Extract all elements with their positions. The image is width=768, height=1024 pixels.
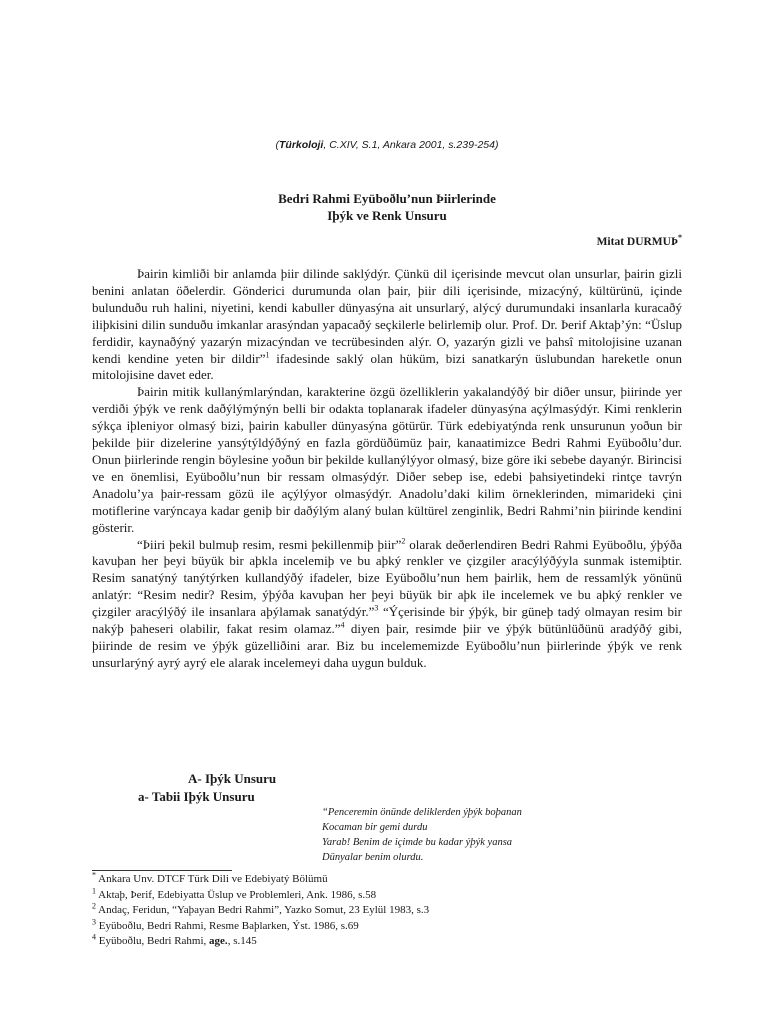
footnote-text: Ankara Unv. DTCF Türk Dili ve Edebiyatý Bölümü xyxy=(96,873,328,885)
footnotes xyxy=(92,872,429,950)
paragraph-3-text-c: “Ýçerisinde bir ýþýk, bir güneþ tadý olmayan resim bir nakýþ þaheseri olabilir, fakat resim olamaz.” xyxy=(92,604,682,637)
citation-details: , C.XIV, S.1, Ankara 2001, s.239-254) xyxy=(323,139,499,151)
article-title xyxy=(92,190,682,224)
footnote-ref-2: 2 xyxy=(401,536,406,546)
footnote-mark: 1 xyxy=(92,885,96,895)
author-name xyxy=(596,233,682,248)
author-text: Mitat DURMUÞ xyxy=(596,236,678,248)
footnote-text: Eyüboðlu, Bedri Rahmi, Resme Baþlarken, Ýst. 1986, s.69 xyxy=(96,919,359,932)
footnote-mark: * xyxy=(92,870,96,880)
footnote xyxy=(92,872,429,888)
paragraph-3 xyxy=(92,537,682,672)
poem-line: Yarab! Benim de içimde bu kadar ýþýk yansa xyxy=(322,837,513,848)
poem-line: Kocaman bir gemi durdu xyxy=(322,822,428,833)
footnote xyxy=(92,885,429,904)
paragraph-3-text-d: diyen þair, resimde þiir ve ýþýk bütünlüðünü aradýðý gibi, þiirinde de resim ve ýþýk güzelliðini arar. Biz bu incelememizde Eyüboðlu’nun þiirlerinde ýþýk ve renk unsurlarýný ayrý ayrý ele alarak incelemeyi daha uygun bulduk. xyxy=(92,621,682,670)
poem-line: “Penceremin önünde deliklerden ýþýk boþanan xyxy=(322,807,522,818)
article-body xyxy=(92,266,682,672)
footnote-text: Andaç, Feridun, “Yaþayan Bedri Rahmi”, Yazko Somut, 23 Eylül 1983, s.3 xyxy=(96,904,430,916)
footnote-mark: 4 xyxy=(92,932,96,942)
author-footnote-mark: * xyxy=(678,233,682,243)
footnote-mark: 2 xyxy=(92,901,96,911)
footnote-text-end: , s.145 xyxy=(227,935,257,947)
journal-name: Türkoloji xyxy=(279,139,324,151)
footnote-divider xyxy=(92,870,232,871)
source-citation: (Türkoloji, C.XIV, S.1, Ankara 2001, s.239-254) xyxy=(275,139,499,151)
footnote xyxy=(92,903,429,919)
paragraph-1-text-b: ifadesinde saklý olan hüküm, bizi sanatkarýn üslubundan hareketle onun mitolojisine davet eder. xyxy=(92,350,683,383)
footnote-ref-3: 3 xyxy=(374,603,379,613)
footnote-text: Eyüboðlu, Bedri Rahmi, xyxy=(96,935,210,947)
paragraph-3-text-b: olarak deðerlendiren Bedri Rahmi Eyüboðlu, ýþýða kavuþan her þeyi büyük bir aþkla incelemiþ ve bu aþký renkler ve çizgiler aracýlýðýyla sunmak istemiþtir. Resim sanatýný tanýtýrken kullandýðý ifadeler, bize Eyüboðlu’nun hem þairlik, hem de ressamlýk yönünü anlatýr: “Resim nedir? Resim, ýþýða kavuþan her þeyi büyük bir aþk ile incelemek ve bu aþký renkler ve çizgiler aracýlýðý ile insanlara aþýlamak sanatýdýr.” xyxy=(92,536,682,620)
footnote xyxy=(92,934,429,950)
paragraph-1-text-a: Þairin kimliði bir anlamda þiir dilinde saklýdýr. Çünkü dil içerisinde mevcut olan unsurlar, þairin gizli benini anlatan öðelerdir. Gönderici durumunda olan þair, þiir dili içerisinde, mizacýný, kültürünü, içinde bulunduðu ruh halini, niyetini, kendi kabuller dünyasýna ait unsurlarý, alýcý durumundaki insanlarla kuracaðý iliþkisini dilin sunduðu imkanlar arasýndan yapacaðý seçkilerle belirlemiþ olur. Prof. Dr. Þerif Aktaþ’ýn: “Üslup ferdidir, kaynaðýný yazarýn mizacýndan ve tecrübesinden alýr. O, yazarýn gizli ve þahsî mitolojisine uzanan kendi kendine yeten bir dildir” xyxy=(92,266,682,366)
paragraph-2-text: Þairin mitik kullanýmlarýndan, karakterine özgü özelliklerin yakalandýðý bir diðer unsur, þiirinde yer verdiði ýþýk ve renk daðýlýmýnýn belli bir odakta toplanarak ifadeler dünyasýna açýlmasýdýr. Kimi renklerin sýkça iþleniyor olmasý bizi, þairin kabuller dünyasýna götürür. Türk edebiyatýnda renk unsurunun yoðun bir þekilde þiir dizelerine yansýtýldýðýný en fazla gördüðümüz þair, kanaatimizce Bedri Rahmi Eyüboðlu’dur. Onun þiirlerinde rengin böylesine yoðun bir þekilde kullanýlýyor olmasý, bize göre iki sebebe dayanýr. Birincisi ve en önemlisi, Eyüboðlu’nun bir ressam olmasýdýr. Diðer sebep ise, edebi þahsiyetindeki rintçe tavrýn Anadolu’ya þair-ressam gözü ile açýlýyor olmasýdýr. Anadolu’daki kilim örneklerinden, mimarideki çini motiflerine varýncaya kadar geniþ bir daðýlým alaný bulan kültürel zenginlik, Bedri Rahmi’nin þiirinde kendini gösterir. xyxy=(92,384,682,535)
title-line-2: Iþýk ve Renk Unsuru xyxy=(327,208,447,223)
paragraph-1 xyxy=(92,266,682,384)
footnote xyxy=(92,916,429,935)
footnote-bold-text: age. xyxy=(209,935,228,947)
paragraph-3-text-a: “Þiiri þekil bulmuþ resim, resmi þekillenmiþ þiir” xyxy=(137,536,402,552)
footnote-ref-4: 4 xyxy=(340,620,345,630)
poem-quote xyxy=(322,805,522,865)
footnote-ref-1: 1 xyxy=(265,350,270,360)
footnote-text: Aktaþ, Þerif, Edebiyatta Üslup ve Problemleri, Ank. 1986, s.58 xyxy=(96,888,377,901)
footnote-mark: 3 xyxy=(92,916,96,926)
subsection-heading-a: a- Tabii Iþýk Unsuru xyxy=(138,789,255,804)
paragraph-2 xyxy=(92,384,682,536)
poem-line: Dünyalar benim olurdu. xyxy=(322,852,424,863)
title-line-1: Bedri Rahmi Eyüboðlu’nun Þiirlerinde xyxy=(278,191,496,206)
section-heading-a: A- Iþýk Unsuru xyxy=(188,771,277,786)
